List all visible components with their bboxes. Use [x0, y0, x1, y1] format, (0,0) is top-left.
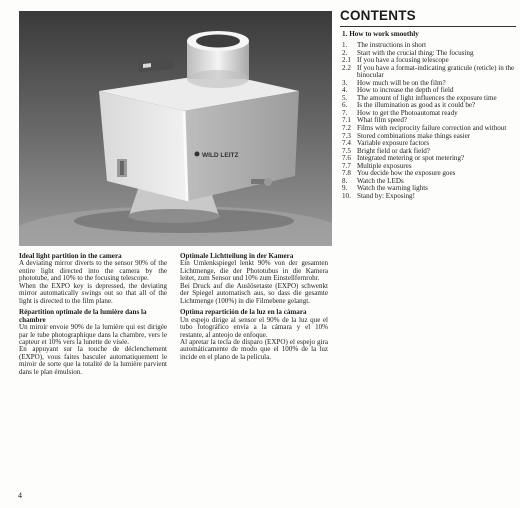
french-paragraph-1: Un miroir envoie 90% de la lumière qui est dirigée par le tube photographique dans la chambre, vers le capteur et 10% vers la lunette de visée. — [19, 323, 167, 346]
camera-illustration — [19, 11, 332, 246]
toc-text: Bright field or dark field? — [357, 146, 430, 155]
toc-text: How to get the Photoautomat ready — [357, 108, 458, 117]
french-paragraph-2: En appuyant sur la touche de déclenchement (EXPO), vous faites basculer automatiquement le miroir de sorte que la totalité de la lumière parvient dans le plan émulsion. — [19, 345, 167, 376]
toc-number: 7.1 — [342, 116, 351, 125]
brand-label: WILD LEITZ — [202, 152, 239, 159]
toc-number: 4. — [342, 86, 348, 95]
toc-item — [340, 193, 516, 201]
toc-text: The amount of light influences the exposure time — [357, 93, 497, 102]
toc-number: 10. — [342, 191, 351, 200]
spanish-paragraph-1: Un espejo dirige al sensor el 90% de la luz que el tubo fotográfico envía a la cámara y el 10% restante, al anteojo de enfoque. — [180, 315, 328, 339]
spanish-paragraph-2: Al apretar la tecla de disparo (EXPO) el espejo gira automáticamente de modo que el 100% de la luz incide en el plano de la película. — [180, 337, 328, 361]
german-paragraph-2: Bei Druck auf die Auslösetaste (EXPO) schwenkt der Spiegel automatisch aus, so dass die gesamte Lichtmenge (100%) in die Filmebene gelangt. — [180, 281, 328, 305]
toc-number: 7.8 — [342, 169, 351, 178]
toc-number: 7.6 — [342, 154, 351, 163]
toc-text: How to increase the depth of field — [357, 86, 454, 95]
toc-text: Integrated metering or spot metering? — [357, 154, 465, 163]
spanish-heading: Optima repartición de la luz en la cámara — [180, 308, 307, 317]
toc-number: 2.2 — [342, 63, 351, 72]
toc-text: Multiple exposures — [357, 161, 412, 170]
toc-text: Start with the crucial thing: The focusing — [357, 48, 474, 57]
english-paragraph-2: When the EXPO key is depressed, the deviating mirror automatically swings out so that all of the light is directed to the film plane. — [19, 281, 167, 305]
toc-text: You decide how the exposure goes — [357, 169, 456, 178]
toc-text: Stand by: Exposing! — [357, 191, 415, 200]
toc-text: Watch the warning lights — [357, 184, 428, 193]
toc-number: 3. — [342, 78, 348, 87]
toc-number: 5. — [342, 93, 348, 102]
toc-number: 7.5 — [342, 146, 351, 155]
camera-photo — [19, 11, 332, 246]
french-heading: Répartition optimale de la lumière dans la chambre — [19, 308, 147, 324]
toc-text: Watch the LEDs — [357, 176, 404, 185]
contents-title: CONTENTS — [340, 8, 416, 23]
toc-text: Is the illumination as good as it could be? — [357, 101, 476, 110]
toc-item — [340, 65, 516, 80]
middle-text-column — [180, 253, 328, 361]
toc-number: 6. — [342, 101, 348, 110]
toc-text: Stored combinations make things easier — [357, 131, 471, 140]
left-text-column — [19, 253, 167, 376]
english-heading: Ideal light partition in the camera — [19, 252, 122, 260]
contents-section — [340, 8, 516, 200]
toc-number: 2.1 — [342, 56, 351, 65]
toc-number: 7. — [342, 108, 348, 117]
toc-text: If you have a format-indicating graticule (reticle) in the binocular — [357, 63, 515, 80]
toc-text: The instructions in short — [357, 41, 427, 49]
toc-number: 7.4 — [342, 139, 351, 148]
toc-number: 2. — [342, 48, 348, 57]
toc-text: Variable exposure factors — [357, 139, 430, 148]
german-heading: Optimale Lichtteilung in der Kamera — [180, 252, 294, 260]
toc-list — [340, 42, 516, 200]
toc-text: If you have a focusing telescope — [357, 56, 449, 65]
toc-number: 7.7 — [342, 161, 351, 170]
toc-text: How much will be on the film? — [357, 78, 446, 87]
english-paragraph-1: A deviating mirror diverts to the sensor 90% of the entire light directed into the camera by the phototube, and 10% to the focusing telescope. — [19, 259, 167, 283]
contents-divider — [340, 26, 516, 27]
chapter-heading: 1. How to work smoothly — [342, 30, 419, 38]
toc-number: 8. — [342, 176, 348, 185]
toc-number: 9. — [342, 184, 348, 193]
toc-text: Films with reciprocity failure correction and without — [357, 124, 507, 133]
toc-number: 7.2 — [342, 124, 351, 133]
toc-number: 1. — [342, 41, 348, 49]
toc-number: 7.3 — [342, 131, 351, 140]
toc-text: What film speed? — [357, 116, 408, 125]
page-number: 4 — [18, 491, 22, 500]
german-paragraph-1: Ein Umlenkspiegel lenkt 90% von der gesamten Lichtmenge, die der Phototubus in die Kamera leitet, zum Sensor und 10% zum Einstellfernrohr. — [180, 259, 328, 283]
